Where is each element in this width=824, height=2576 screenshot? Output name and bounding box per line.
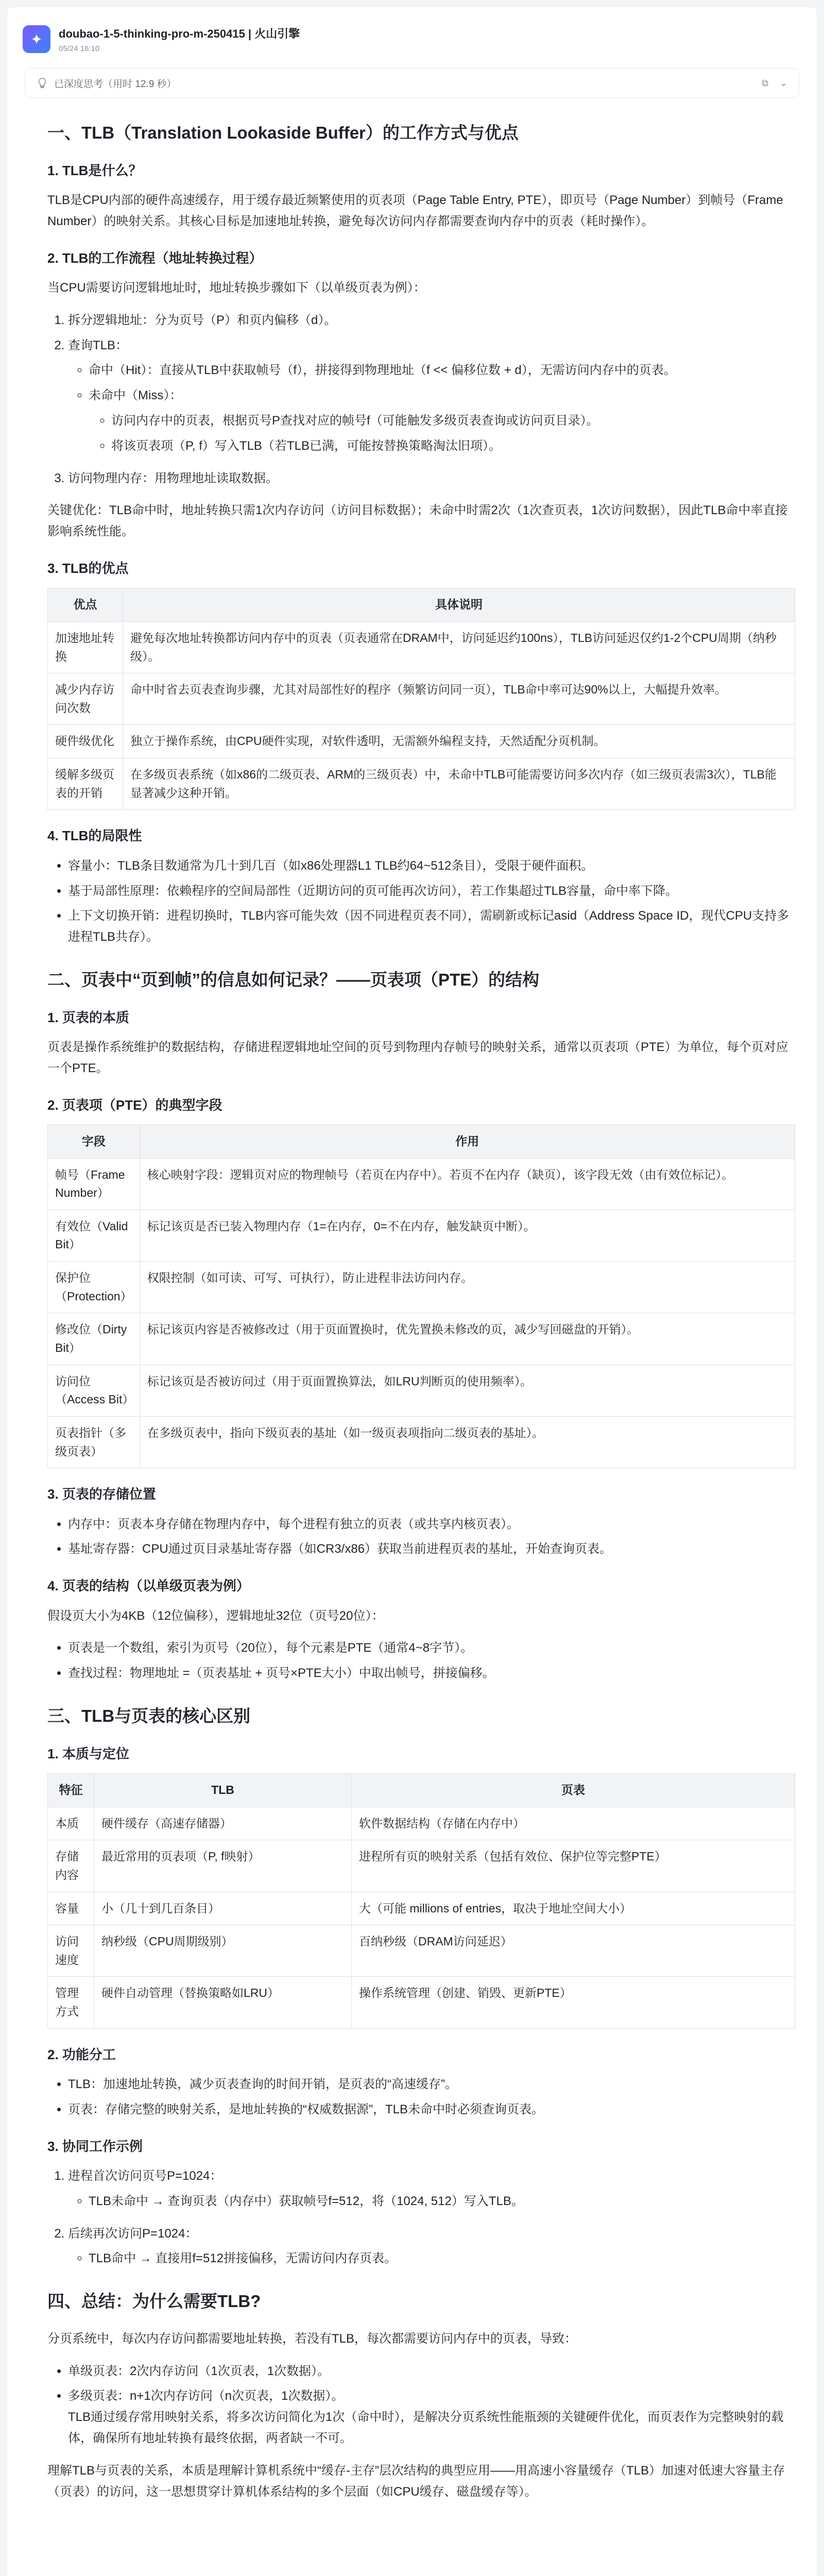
paragraph: 页表是操作系统维护的数据结构，存储进程逻辑地址空间的页号到物理内存帧号的映射关系，通常以页表项（PTE）为单位，每个页对应一个PTE。 <box>47 1040 788 1075</box>
table-row <box>48 1158 795 1210</box>
table-cell: 操作系统管理（创建、销毁、更新PTE） <box>352 1977 795 2028</box>
heading-page-table-storage: 3. 页表的存储位置 <box>47 1486 156 1502</box>
list-item <box>68 335 795 457</box>
table-cell: 保护位（Protection） <box>48 1262 140 1313</box>
heading-cooperation-example: 3. 协同工作示例 <box>47 2138 143 2154</box>
table-cell: 硬件级优化 <box>48 725 123 758</box>
paragraph: 关键优化：TLB命中时，地址转换只需1次内存访问（访问目标数据）；未命中时需2次（1次查页表，1次访问数据），因此TLB命中率直接影响系统性能。 <box>47 503 788 539</box>
table-row <box>48 1365 795 1416</box>
structure-list <box>47 1638 795 1684</box>
table-cell: 软件数据结构（存储在内存中） <box>352 1807 795 1840</box>
table-cell: 命中时省去页表查询步骤，尤其对局部性好的程序（频繁访问同一页），TLB命中率可达90%以上，大幅提升效率。 <box>123 673 795 725</box>
list-item <box>89 385 795 456</box>
thinking-collapse-bar[interactable] <box>25 68 799 98</box>
section-3-title: 三、TLB与页表的核心区别 <box>47 1706 251 1725</box>
list-item: ◦ TLB命中 → 直接用f=512拼接偏移，无需访问内存页表。 <box>89 2248 795 2269</box>
table-header-cell: 优点 <box>48 588 123 622</box>
table-row <box>48 725 795 758</box>
advantages-table <box>47 588 795 810</box>
paragraph: 假设页大小为4KB（12位偏移），逻辑地址32位（页号20位）： <box>47 1608 384 1623</box>
table-row <box>48 1892 795 1925</box>
heading-page-table-nature: 1. 页表的本质 <box>47 1009 129 1025</box>
paragraph: 分页系统中，每次内存访问都需要地址转换，若没有TLB，每次都需要访问内存中的页表，导致： <box>47 2331 577 2346</box>
list-item-text: 进程首次访问页号P=1024： <box>68 2169 222 2183</box>
table-header-cell: 作用 <box>140 1125 795 1158</box>
comparison-table <box>47 1773 795 2029</box>
paragraph: TLB是CPU内部的硬件高速缓存，用于缓存最近频繁使用的页表项（Page Table Entry, PTE），即页号（Page Number）到帧号（Frame Number）的映射关系。其核心目标是加速地址转换，避免每次访问内存都需要查询内存中的页表（耗时操作）。 <box>47 193 783 228</box>
table-cell: 最近常用的页表项（P, f映射） <box>94 1840 352 1892</box>
table-cell: 访问位（Access Bit） <box>48 1365 140 1416</box>
copy-icon[interactable]: ⧉ <box>762 77 768 88</box>
pte-fields-table <box>47 1125 795 1468</box>
list-item <box>68 2386 795 2449</box>
table-row <box>48 1807 795 1840</box>
table-cell: 标记该页是否已装入物理内存（1=在内存，0=不在内存，触发缺页中断）。 <box>140 1210 795 1261</box>
table-cell: 容量 <box>48 1892 94 1925</box>
list-item: • 查找过程：物理地址 =（页表基址 + 页号×PTE大小）中取出帧号，拼接偏移。 <box>68 1663 795 1684</box>
table-row <box>48 1262 795 1313</box>
chat-panel <box>7 7 817 2576</box>
flow-steps-list <box>47 310 795 489</box>
list-item: • 单级页表：2次内存访问（1次页表，1次数据）。 <box>68 2361 795 2382</box>
table-cell: 进程所有页的映射关系（包括有效位、保护位等完整PTE） <box>352 1840 795 1892</box>
list-item: ◦ 命中（Hit）：直接从TLB中获取帧号（f），拼接得到物理地址（f << 偏移位数 + d），无需访问内存中的页表。 <box>89 360 795 381</box>
list-item: 1. 拆分逻辑地址：分为页号（P）和页内偏移（d）。 <box>68 310 795 331</box>
list-item-text: 未命中（Miss）： <box>89 388 182 403</box>
heading-nature-positioning: 1. 本质与定位 <box>47 1745 129 1761</box>
table-row <box>48 758 795 810</box>
paragraph: 理解TLB与页表的关系，本质是理解计算机系统中“缓存-主存”层次结构的典型应用——用高速小容量缓存（TLB）加速对低速大容量主存（页表）的访问，这一思想贯穿计算机体系结构的多个层面（如CPU缓存、磁盘缓存等）。 <box>47 2463 785 2499</box>
heading-tlb-limitations: 4. TLB的局限性 <box>47 828 142 844</box>
thinking-label: 已深度思考（用时 12.9 秒） <box>54 78 177 90</box>
list-item-continuation: TLB通过缓存常用映射关系，将多次访问简化为1次（命中时），是解决分页系统性能瓶颈的关键硬件优化，而页表作为完整映射的载体，确保所有地址转换有最终依据，两者缺一不可。 <box>68 2410 784 2445</box>
heading-division-of-labor: 2. 功能分工 <box>47 2046 116 2062</box>
table-cell: 独立于操作系统，由CPU硬件实现，对软件透明，无需额外编程支持，天然适配分页机制。 <box>123 725 795 758</box>
message-timestamp: 05/24 16:10 <box>59 44 100 53</box>
table-row <box>48 1210 795 1261</box>
storage-list <box>47 1514 795 1561</box>
list-item: • 容量小：TLB条目数通常为几十到几百（如x86处理器L1 TLB约64~512条目），受限于硬件面积。 <box>68 856 795 877</box>
table-cell: 大（可能 millions of entries，取决于地址空间大小） <box>352 1892 795 1925</box>
heading-tlb-advantages: 3. TLB的优点 <box>47 560 129 576</box>
table-cell: 有效位（Valid Bit） <box>48 1210 140 1261</box>
list-item-text: 多级页表：n+1次内存访问（n次页表，1次数据）。 <box>68 2389 344 2403</box>
table-cell: 访问速度 <box>48 1925 94 1977</box>
table-cell: 存储内容 <box>48 1840 94 1892</box>
table-cell: 帧号（Frame Number） <box>48 1158 140 1210</box>
list-item: • 页表是一个数组，索引为页号（20位），每个元素是PTE（通常4~8字节）。 <box>68 1638 795 1659</box>
list-item <box>68 2224 795 2270</box>
table-cell: 标记该页内容是否被修改过（用于页面置换时，优先置换未修改的页，减少写回磁盘的开销）。 <box>140 1313 795 1365</box>
list-item: • 上下文切换开销：进程切换时，TLB内容可能失效（因不同进程页表不同），需刷新或标记asid（Address Space ID，现代CPU支持多进程TLB共存）。 <box>68 906 795 948</box>
table-cell: 管理方式 <box>48 1977 94 2028</box>
lightbulb-icon <box>37 77 48 89</box>
table-cell: 纳秒级（CPU周期级别） <box>94 1925 352 1977</box>
table-header-cell: TLB <box>94 1773 352 1807</box>
summary-list <box>47 2361 795 2449</box>
table-row <box>48 1925 795 1977</box>
heading-what-is-tlb: 1. TLB是什么？ <box>47 162 142 178</box>
chat-header <box>23 19 300 60</box>
paragraph: 当CPU需要访问逻辑地址时，地址转换步骤如下（以单级页表为例）： <box>47 280 426 295</box>
cooperation-list <box>47 2166 795 2269</box>
table-header-cell: 页表 <box>352 1773 795 1807</box>
table-cell: 缓解多级页表的开销 <box>48 758 123 810</box>
list-item: • TLB：加速地址转换，减少页表查询的时间开销，是页表的“高速缓存”。 <box>68 2074 795 2095</box>
table-cell: 在多级页表系统（如x86的二级页表、ARM的三级页表）中，未命中TLB可能需要访问多次内存（如三级页表需3次），TLB能显著减少这种开销。 <box>123 758 795 810</box>
section-2-title: 二、页表中“页到帧”的信息如何记录？——页表项（PTE）的结构 <box>47 970 540 989</box>
heading-tlb-flow: 2. TLB的工作流程（地址转换过程） <box>47 250 263 266</box>
table-cell: 标记该页是否被访问过（用于页面置换算法，如LRU判断页的使用频率）。 <box>140 1365 795 1416</box>
table-header-cell: 字段 <box>48 1125 140 1158</box>
table-header-cell: 具体说明 <box>123 588 795 622</box>
list-item: ◦ 将该页表项（P, f）写入TLB（若TLB已满，可能按替换策略淘汰旧项）。 <box>111 436 795 457</box>
list-item: • 页表：存储完整的映射关系，是地址转换的“权威数据源”，TLB未命中时必须查询页表。 <box>68 2099 795 2121</box>
table-row <box>48 673 795 725</box>
table-cell: 核心映射字段：逻辑页对应的物理帧号（若页在内存中）。若页不在内存（缺页），该字段无效（由有效位标记）。 <box>140 1158 795 1210</box>
table-row <box>48 1416 795 1468</box>
list-item: • 基址寄存器：CPU通过页目录基址寄存器（如CR3/x86）获取当前进程页表的基址，开始查询页表。 <box>68 1539 795 1560</box>
list-item <box>68 2166 795 2212</box>
list-item: 3. 访问物理内存：用物理地址读取数据。 <box>68 468 795 489</box>
section-1-title: 一、TLB（Translation Lookaside Buffer）的工作方式与优点 <box>47 123 519 142</box>
table-cell: 页表指针（多级页表） <box>48 1416 140 1468</box>
table-cell: 百纳秒级（DRAM访问延迟） <box>352 1925 795 1977</box>
list-item: • 基于局部性原理：依赖程序的空间局部性（近期访问的页可能再次访问），若工作集超过TLB容量，命中率下降。 <box>68 881 795 902</box>
table-cell: 权限控制（如可读、可写、可执行），防止进程非法访问内存。 <box>140 1262 795 1313</box>
list-item: ◦ 访问内存中的页表，根据页号P查找对应的帧号f（可能触发多级页表查询或访问页目录）。 <box>111 411 795 432</box>
model-logo-icon: ✦ <box>23 25 50 53</box>
table-row <box>48 1313 795 1365</box>
list-item: ◦ TLB未命中 → 查询页表（内存中）获取帧号f=512，将（1024, 512）写入TLB。 <box>89 2191 795 2212</box>
table-cell: 修改位（Dirty Bit） <box>48 1313 140 1365</box>
table-cell: 在多级页表中，指向下级页表的基址（如一级页表项指向二级页表的基址）。 <box>140 1416 795 1468</box>
table-cell: 加速地址转换 <box>48 621 123 673</box>
markdown-content <box>47 122 795 2514</box>
limitations-list <box>47 856 795 948</box>
division-list <box>47 2074 795 2121</box>
table-cell: 硬件自动管理（替换策略如LRU） <box>94 1977 352 2028</box>
expand-chevron-icon[interactable]: ⌄ <box>779 77 787 88</box>
list-item-text: 查询TLB： <box>68 338 128 352</box>
table-header-cell: 特征 <box>48 1773 94 1807</box>
heading-pte-fields: 2. 页表项（PTE）的典型字段 <box>47 1097 222 1113</box>
heading-page-table-structure: 4. 页表的结构（以单级页表为例） <box>47 1578 250 1594</box>
section-4-title: 四、总结：为什么需要TLB? <box>47 2292 261 2311</box>
table-row <box>48 621 795 673</box>
model-title: doubao-1-5-thinking-pro-m-250415 | 火山引擎 <box>59 27 300 40</box>
table-cell: 减少内存访问次数 <box>48 673 123 725</box>
table-cell: 小（几十到几百条目） <box>94 1892 352 1925</box>
table-cell: 本质 <box>48 1807 94 1840</box>
list-item-text: 后续再次访问P=1024： <box>68 2226 198 2241</box>
table-row <box>48 1840 795 1892</box>
list-item: • 内存中：页表本身存储在物理内存中，每个进程有独立的页表（或共享内核页表）。 <box>68 1514 795 1535</box>
table-cell: 硬件缓存（高速存储器） <box>94 1807 352 1840</box>
table-cell: 避免每次地址转换都访问内存中的页表（页表通常在DRAM中，访问延迟约100ns），TLB访问延迟仅约1-2个CPU周期（纳秒级）。 <box>123 621 795 673</box>
table-row <box>48 1977 795 2028</box>
